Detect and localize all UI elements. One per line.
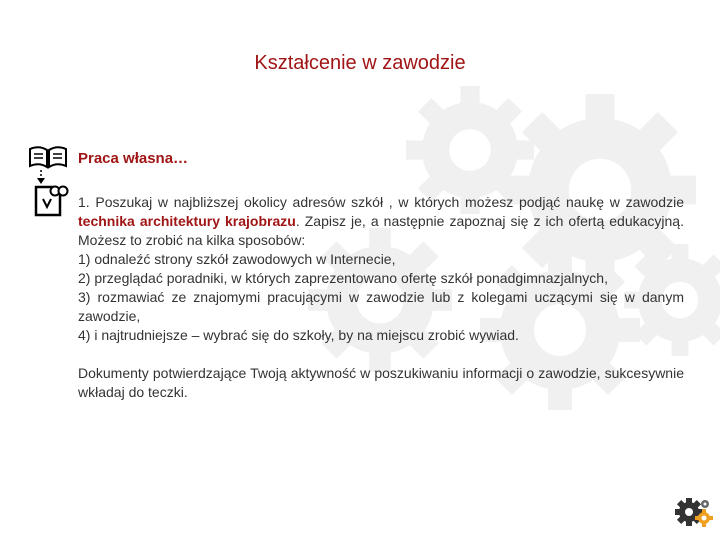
document-icon — [36, 187, 68, 216]
arrow-down-icon — [37, 170, 45, 184]
slide-title: Kształcenie w zawodzie — [254, 52, 466, 74]
list-item: 4) i najtrudniejsze – wybrać się do szkoły, by na miejscu zrobić wywiad. — [78, 327, 519, 343]
list-item: 3) rozmawiać ze znajomymi pracującymi w zawodzie lub z kolegami uczącymi się w danym zawodzie, — [78, 289, 684, 324]
content-body — [78, 193, 684, 402]
profession-name: technika architektury krajobrazu — [78, 213, 296, 229]
paragraph-text: . Zapisz je, a następnie zapoznaj się z ich ofertą edukacyjną. Możesz to zrobić na kilka sposobów: — [78, 213, 684, 248]
paragraph-text: 1. Poszukaj w najbliższej okolicy adresów szkół , w których możesz podjąć naukę w zawodzie — [78, 194, 684, 210]
list-item: 1) odnaleźć strony szkół zawodowych w Internecie, — [78, 251, 396, 267]
closing-paragraph: Dokumenty potwierdzające Twoją aktywność w poszukiwaniu informacji o zawodzie, sukcesywnie wkładaj do teczki. — [78, 365, 684, 400]
list-item: 2) przeglądać poradniki, w których zaprezentowano ofertę szkół ponadgimnazjalnych, — [78, 270, 608, 286]
instruction-paragraph — [78, 193, 684, 250]
side-icons — [27, 143, 69, 218]
section-subtitle: Praca własna… — [78, 150, 189, 167]
book-icon — [30, 147, 66, 167]
gears-logo-icon[interactable] — [674, 496, 714, 530]
